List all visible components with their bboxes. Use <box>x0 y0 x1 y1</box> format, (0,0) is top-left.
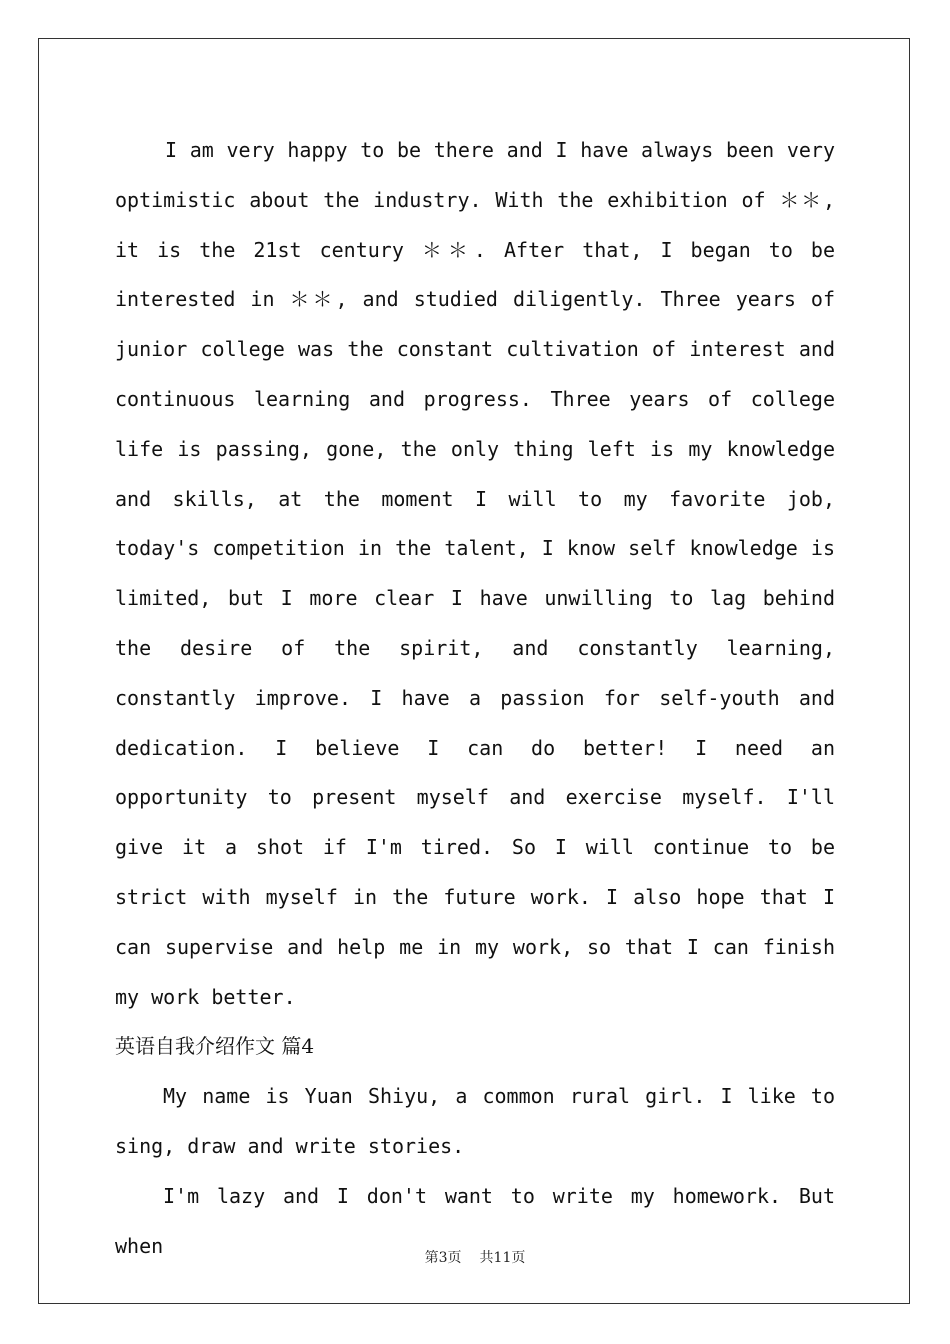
paragraph: My name is Yuan Shiyu, a common rural girl. I like to sing, draw and write stories. <box>115 1084 835 1158</box>
paragraph: I'm lazy and I don't want to write my homework. But when <box>115 1183 835 1258</box>
page-number: 第3页 <box>424 1250 462 1266</box>
page-count: 共11页 <box>479 1250 526 1266</box>
document-body <box>115 126 835 1271</box>
section-heading: 英语自我介绍作文 篇4 <box>115 1034 315 1059</box>
paragraph: I am very happy to be there and I have always been very optimistic about the industry. With the exhibition of ＊＊, it is the 21st century ＊＊. After that, I began to be interested in ＊＊, and studied diligently. Three years of junior college was the constant cultivation of interest and continuous learning and progress. Three years of college life is passing, gone, the only thing left is my knowledge and skills, at the moment I will to my favorite job, today's competition in the talent, I know self knowledge is limited, but I more clear I have unwilling to lag behind the desire of the spirit, and constantly learning, constantly improve. I have a passion for self-youth and dedication. I believe I can do better! I need an opportunity to present myself and exercise myself. I'll give it a shot if I'm tired. So I will continue to be strict with myself in the future work. I also hope that I can supervise and help me in my work, so that I can finish my work better. <box>115 138 835 1009</box>
page-footer <box>0 1247 950 1267</box>
